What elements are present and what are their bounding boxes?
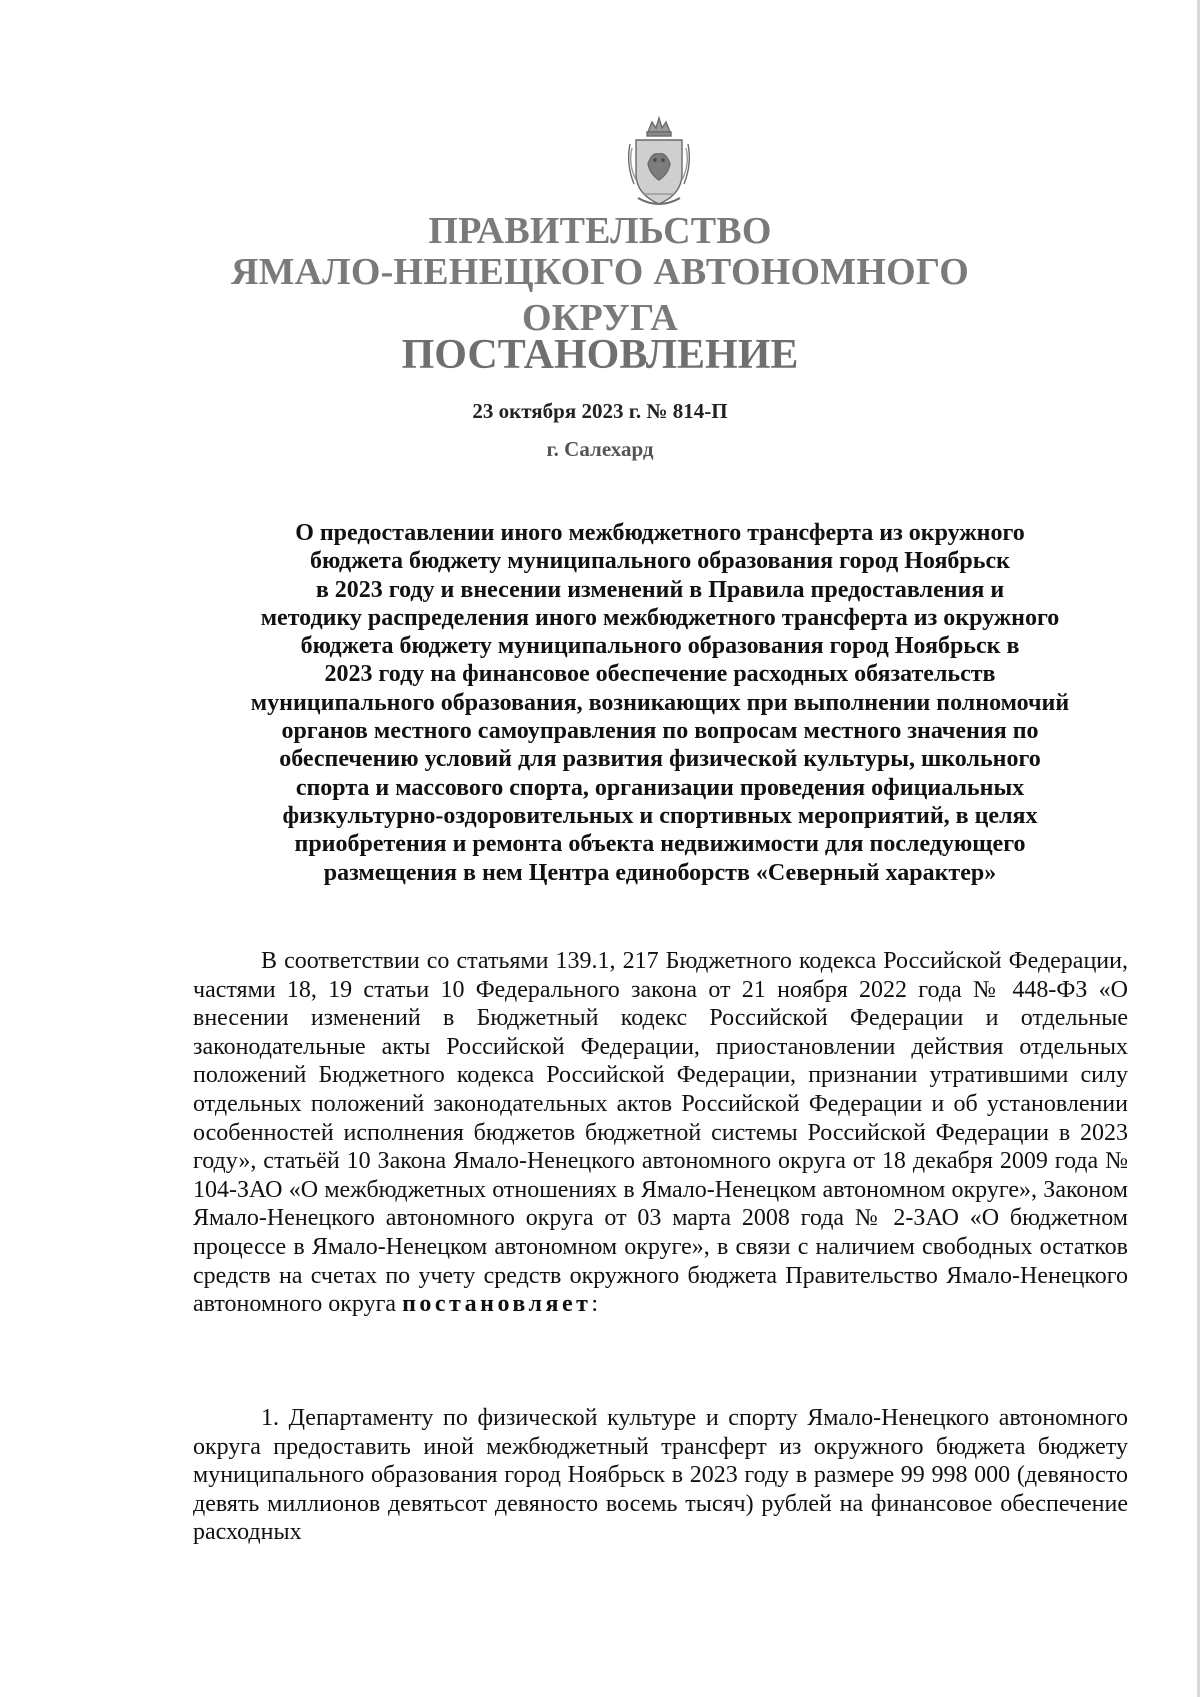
resolves-word: постановляет bbox=[402, 1291, 592, 1318]
document-date-number: 23 октября 2023 г. № 814-П bbox=[472, 399, 728, 423]
title-line: бюджета бюджету муниципального образования город Ноябрьск в bbox=[300, 633, 1020, 660]
title-line: спорта и массового спорта, организации проведения официальных bbox=[295, 774, 1025, 801]
title-line: О предоставлении иного межбюджетного трансферта из окружного bbox=[295, 520, 1025, 546]
organization-name-line1: ПРАВИТЕЛЬСТВО bbox=[428, 210, 772, 252]
title-line: обеспечению условий для развития физической культуры, школьного bbox=[279, 746, 1041, 773]
document-title bbox=[188, 519, 1132, 887]
title-line: органов местного самоуправления по вопросам местного значения по bbox=[281, 718, 1039, 745]
title-line: физкультурно-оздоровительных и спортивных мероприятий, в целях bbox=[282, 802, 1038, 829]
organization-name-line2: ЯМАЛО-НЕНЕЦКОГО АВТОНОМНОГО ОКРУГА bbox=[230, 251, 970, 339]
document-type: ПОСТАНОВЛЕНИЕ bbox=[401, 332, 799, 378]
resolves-punct: : bbox=[591, 1291, 599, 1318]
coat-of-arms-icon bbox=[622, 114, 696, 210]
document-city: г. Салехард bbox=[546, 437, 654, 461]
title-line: размещения в нем Центра единоборств «Северный характер» bbox=[323, 859, 997, 886]
title-line: методику распределения иного межбюджетного трансферта из окружного bbox=[260, 604, 1060, 631]
title-line: 2023 году на финансовое обеспечение расходных обязательств bbox=[324, 661, 996, 688]
preamble-paragraph bbox=[193, 947, 1128, 1319]
item-1-paragraph: 1. Департаменту по физической культуре и спорту Ямало-Ненецкого автономного округа предоставить иной межбюджетный трансферт из окружного бюджета бюджету муниципального образования город Ноябрьск в 2023 году в размере 99 998 000 (девяносто девять миллионов девятьсот девяносто восемь тысяч) рублей на финансовое обеспечение расходных bbox=[193, 1405, 1128, 1546]
preamble-text: В соответствии со статьями 139.1, 217 Бюджетного кодекса Российской Федерации, частями 18, 19 статьи 10 Федерального закона от 21 ноября 2022 года № 448-ФЗ «О внесении изменений в Бюджетный кодекс Российской Федерации и отдельные законодательные акты Российской Федерации, приостановлении действия отдельных положений Бюджетного кодекса Российской Федерации, признании утратившими силу отдельных положений законодательных актов Российской Федерации и об установлении особенностей исполнения бюджетов бюджетной системы Российской Федерации в 2023 году», статьёй 10 Закона Ямало-Ненецкого автономного округа от 18 декабря 2009 года № 104-ЗАО «О межбюджетных отношениях в Ямало-Ненецком автономном округе», Законом Ямало-Ненецкого автономного округа от 03 марта 2008 года № 2-ЗАО «О бюджетном процессе в Ямало-Ненецком автономном округе», в связи с наличием свободных остатков средств на счетах по учету средств окружного бюджета Правительство Ямало-Ненецкого автономного округа bbox=[193, 948, 1128, 1318]
title-line: бюджета бюджету муниципального образования город Ноябрьск bbox=[310, 548, 1010, 575]
title-line: в 2023 году и внесении изменений в Правила предоставления и bbox=[315, 576, 1005, 603]
title-line: муниципального образования, возникающих при выполнении полномочий bbox=[250, 689, 1070, 716]
title-line: приобретения и ремонта объекта недвижимости для последующего bbox=[294, 831, 1026, 858]
